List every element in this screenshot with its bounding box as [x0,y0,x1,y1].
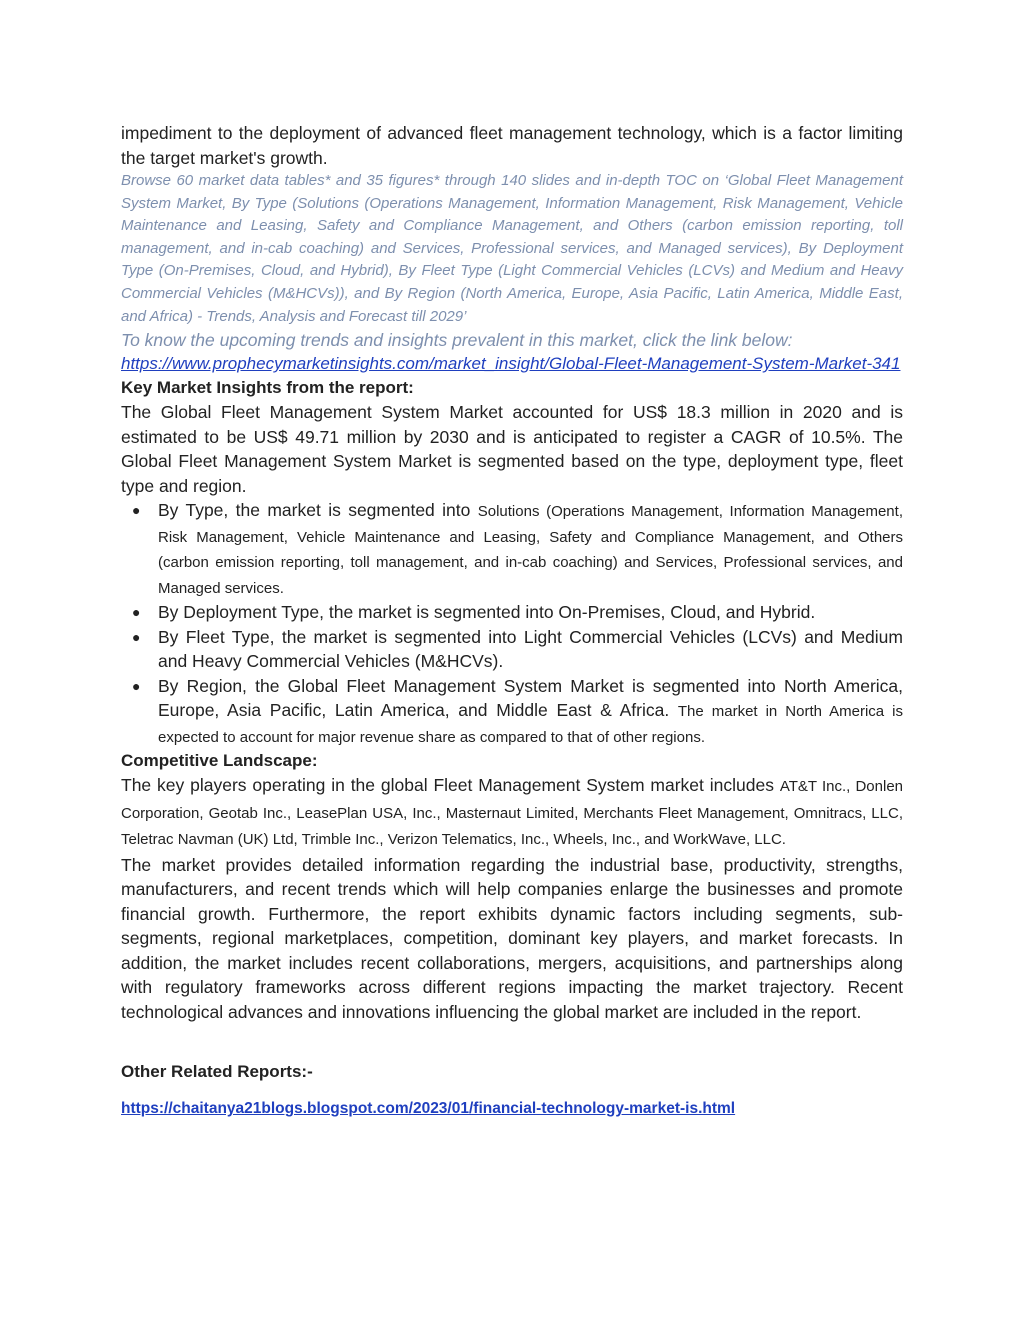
other-report-link[interactable]: https://chaitanya21blogs.blogspot.com/2023/01/financial-technology-market-is.html [121,1100,736,1118]
competitive-lead: The key players operating in the global Fleet Management System market includes [121,775,780,796]
list-item-lead: By Type, the market is segmented into [158,500,478,521]
list-item [132,625,903,674]
browse-toc-paragraph: Browse 60 market data tables* and 35 figures* through 140 slides and in-depth TOC on ‘Global Fleet Management System Market, By Type (Solutions (Operations Management, Information Management, Risk Management, Vehicle Maintenance and Leasing, Safety and Compliance Management, and Others (carbon emission reporting, toll management, and in-cab coaching) and Services, Professional services, and Managed services), By Deployment Type (On-Premises, Cloud, and Hybrid), By Fleet Type (Light Commercial Vehicles (LCVs) and Medium and Heavy Commercial Vehicles (M&HCVs)), and By Region (North America, Europe, Asia Pacific, Latin America, Middle East, and Africa) - Trends, Analysis and Forecast till 2029’ [121,172,903,325]
know-more-text: To know the upcoming trends and insights prevalent in this market, click the link below: [121,330,793,351]
competitive-paragraph [121,773,903,853]
list-item [132,600,903,625]
bullet-icon: ● [132,604,141,621]
list-item [132,498,903,600]
list-item-lead: By Deployment Type, the market is segmented into On-Premises, Cloud, and Hybrid. [158,602,816,623]
bullet-icon: ● [132,502,141,519]
document-page [121,121,903,1120]
report-link[interactable]: https://www.prophecymarketinsights.com/market_insight/Global-Fleet-Management-System-Market-341 [121,354,901,374]
list-item-detail: The market in North America is expected to account for major revenue share as compared to that of other regions. [158,703,903,746]
intro-paragraph: impediment to the deployment of advanced fleet management technology, which is a factor limiting the target market's growth. [121,123,903,168]
competitive-players: AT&T Inc., Donlen Corporation, Geotab Inc., LeasePlan USA, Inc., Masternaut Limited, Merchants Fleet Management, Omnitracs, LLC, Teletrac Navman (UK) Ltd, Trimble Inc., Verizon Telematics, Inc., Wheels, Inc., and WorkWave, LLC. [121,778,904,849]
list-item-detail: Solutions (Operations Management, Information Management, Risk Management, Vehicle Maintenance and Leasing, Safety and Compliance Management, and Others (carbon emission reporting, toll management, and in-cab coaching) and Services, Professional services, and Managed services. [158,503,903,597]
competitive-heading: Competitive Landscape: [121,751,318,771]
bullet-icon: ● [132,628,141,645]
list-item-lead: By Fleet Type, the market is segmented into Light Commercial Vehicles (LCVs) and Medium and Heavy Commercial Vehicles (M&HCVs). [158,626,903,672]
other-reports-heading: Other Related Reports:- [121,1062,313,1082]
market-details-paragraph: The market provides detailed information regarding the industrial base, productivity, strengths, manufacturers, and recent trends which will help companies enlarge the businesses and promote financial growth. Furthermore, the report exhibits dynamic factors including segments, sub-segments, regional marketplaces, competition, dominant key players, and market forecasts. In addition, the market includes recent collaborations, mergers, acquisitions, and partnerships along with regulatory frameworks across different regions impacting the market trajectory. Recent technological advances and innovations influencing the global market are included in the report. [121,854,903,1022]
bullet-icon: ● [132,677,141,694]
key-insights-heading: Key Market Insights from the report: [121,378,414,398]
key-insights-paragraph: The Global Fleet Management System Market accounted for US$ 18.3 million in 2020 and is estimated to be US$ 49.71 million by 2030 and is anticipated to register a CAGR of 10.5%. The Global Fleet Management System Market is segmented based on the type, deployment type, fleet type and region. [121,402,903,496]
segment-list [121,498,903,749]
list-item [132,674,903,750]
spacer [121,1024,903,1060]
list-item-lead: By Region, the Global Fleet Management System Market is segmented into North America, Europe, Asia Pacific, Latin America, and Middle East & Africa. [158,675,903,721]
